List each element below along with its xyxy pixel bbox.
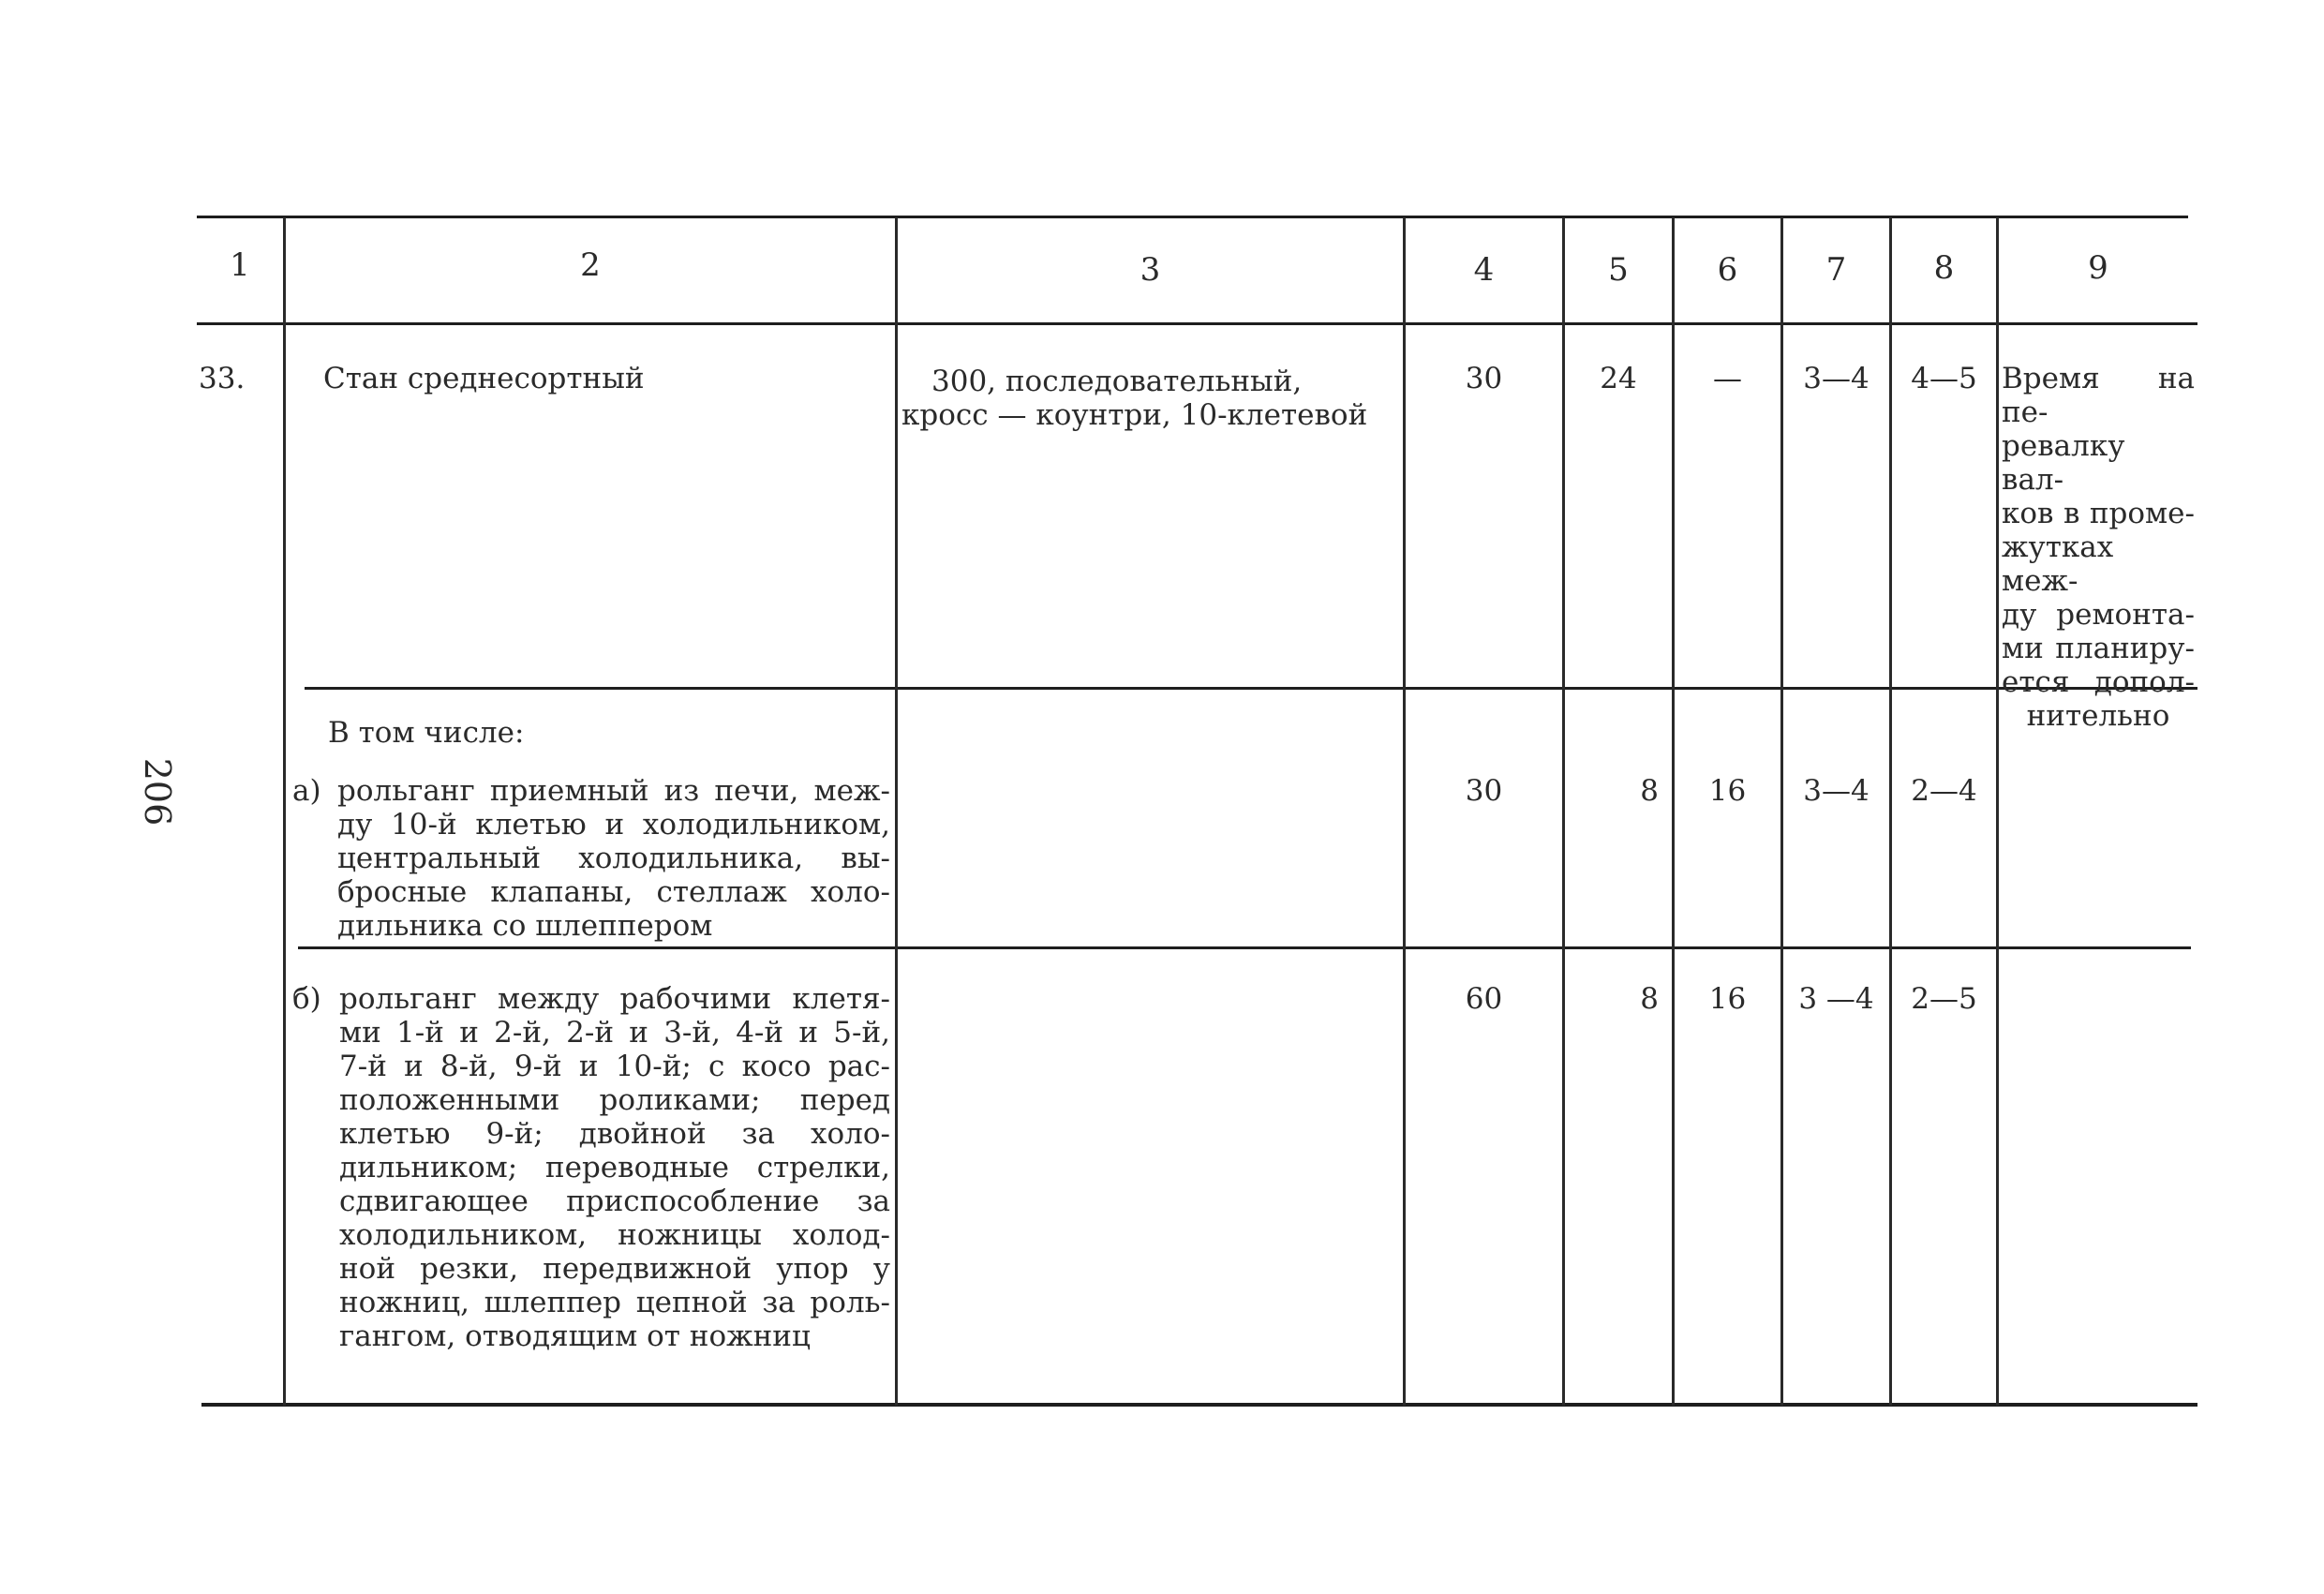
- row-b-col-6: 16: [1708, 982, 1747, 1016]
- row-b-col-5: 8: [1640, 982, 1659, 1016]
- row-a-line-2: ду 10-й клетью и холодильником,: [337, 808, 890, 842]
- row-b-col-8: 2—5: [1911, 982, 1977, 1016]
- including-label: В том числе:: [328, 716, 525, 750]
- row33-note-line-2: ревалку вал-: [2002, 429, 2125, 497]
- page-number: 206: [137, 757, 178, 827]
- column-rule-4: [1562, 217, 1565, 1406]
- row33-number: 33.: [199, 362, 246, 395]
- row33-col-5: 24: [1600, 362, 1637, 395]
- header-col-9: 9: [2088, 249, 2108, 287]
- row33-note-line-3: ков в проме-: [2002, 497, 2195, 530]
- column-rule-6: [1780, 217, 1783, 1406]
- row-a-line-1: рольганг приемный из печи, меж-: [337, 774, 890, 808]
- row-a-col-8: 2—4: [1911, 774, 1977, 808]
- row-a-line-5: дильника со шлеппером: [337, 909, 713, 943]
- row-b-col-4: 60: [1465, 982, 1503, 1016]
- row-b-description: [339, 982, 890, 1353]
- column-rule-7: [1889, 217, 1892, 1406]
- row-a-bottom-rule: [298, 946, 2191, 949]
- row-b-line-5: клетью 9-й; двойной за холо-: [339, 1117, 890, 1151]
- row-b-line-7: сдвигающее приспособление за: [339, 1184, 890, 1218]
- header-col-1: 1: [230, 246, 250, 284]
- row-b-line-1: рольганг между рабочими клетя-: [339, 982, 890, 1016]
- header-bottom-rule: [197, 322, 2197, 325]
- row33-note-line-1: Время на пе-: [2002, 362, 2195, 429]
- header-col-3: 3: [1140, 251, 1161, 289]
- row33-col-7: 3—4: [1803, 362, 1870, 395]
- row-b-line-10: ножниц, шлеппер цепной за роль-: [339, 1286, 890, 1319]
- header-col-6: 6: [1717, 251, 1738, 289]
- row33-note-line-7: ется допол-: [2002, 665, 2195, 699]
- row33-spec-line-2: кросс — коунтри, 10-клетевой: [901, 398, 1368, 432]
- column-rule-2: [895, 217, 898, 1406]
- column-rule-5: [1672, 217, 1675, 1406]
- row33-spec: [901, 365, 1398, 432]
- column-rule-1: [283, 217, 286, 1406]
- row-b-line-2: ми 1-й и 2-й, 2-й и 3-й, 4-й и 5-й,: [339, 1016, 890, 1050]
- header-col-5: 5: [1608, 251, 1629, 289]
- row-a-col-4: 30: [1465, 774, 1503, 808]
- header-col-4: 4: [1473, 251, 1495, 289]
- row33-col-8: 4—5: [1911, 362, 1977, 395]
- row-a-marker: а): [292, 774, 321, 808]
- row33-note-line-5: ду ремонта-: [2002, 598, 2195, 632]
- row33-col-4: 30: [1465, 362, 1503, 395]
- row-b-line-8: холодильником, ножницы холод-: [339, 1218, 890, 1252]
- header-col-7: 7: [1825, 251, 1847, 289]
- row33-bottom-rule: [305, 687, 2197, 690]
- row-b-line-6: дильником; переводные стрелки,: [339, 1151, 890, 1184]
- row-b-col-7: 3 —4: [1798, 982, 1874, 1016]
- row33-note: [2002, 362, 2195, 733]
- row33-col-6: —: [1713, 362, 1742, 395]
- row33-note-line-6: ми планиру-: [2002, 632, 2195, 665]
- table-bottom-rule: [201, 1403, 2197, 1407]
- column-rule-8: [1996, 217, 1999, 1406]
- row33-note-line-4: жутках меж-: [2002, 530, 2114, 598]
- row-a-line-3: центральный холодильника, вы-: [337, 842, 890, 875]
- row33-name: Стан среднесортный: [323, 362, 645, 395]
- header-col-2: 2: [580, 246, 601, 284]
- row-b-marker: б): [292, 982, 321, 1016]
- header-col-8: 8: [1933, 249, 1955, 287]
- column-rule-3: [1403, 217, 1406, 1406]
- row-a-col-5: 8: [1640, 774, 1659, 808]
- row-b-line-9: ной резки, передвижной упор у: [339, 1252, 890, 1286]
- row-b-line-4: положенными роликами; перед: [339, 1083, 890, 1117]
- row-a-col-7: 3—4: [1803, 774, 1870, 808]
- row33-note-line-8: нительно: [2026, 699, 2170, 733]
- row-a-line-4: бросные клапаны, стеллаж холо-: [337, 875, 890, 909]
- row33-spec-line-1: 300, последовательный,: [931, 365, 1303, 398]
- row-a-description: [337, 774, 890, 943]
- row-a-col-6: 16: [1708, 774, 1747, 808]
- row-b-line-11: гангом, отводящим от ножниц: [339, 1319, 811, 1353]
- row-b-line-3: 7-й и 8-й, 9-й и 10-й; с косо рас-: [339, 1050, 890, 1083]
